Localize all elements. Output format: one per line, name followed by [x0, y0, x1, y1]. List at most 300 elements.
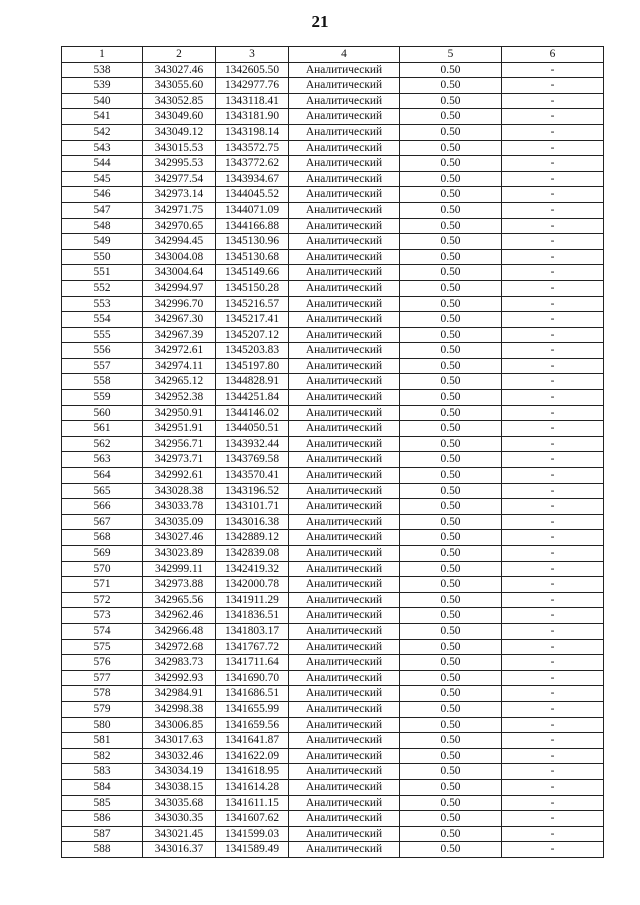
table-row	[62, 811, 604, 827]
x-coordinate-cell: 342992.93	[143, 670, 216, 686]
point-number-cell: 584	[62, 779, 143, 795]
point-number-cell: 587	[62, 826, 143, 842]
table-row	[62, 655, 604, 671]
y-coordinate-cell: 1341622.09	[216, 748, 289, 764]
method-cell: Аналитический	[289, 717, 400, 733]
table-row	[62, 234, 604, 250]
note-cell: -	[502, 577, 604, 593]
x-coordinate-cell: 343038.15	[143, 779, 216, 795]
method-cell: Аналитический	[289, 171, 400, 187]
table-row	[62, 187, 604, 203]
accuracy-cell: 0.50	[400, 234, 502, 250]
x-coordinate-cell: 342994.97	[143, 280, 216, 296]
x-coordinate-cell: 342992.61	[143, 468, 216, 484]
x-coordinate-cell: 342971.75	[143, 202, 216, 218]
note-cell: -	[502, 280, 604, 296]
note-cell: -	[502, 826, 604, 842]
accuracy-cell: 0.50	[400, 779, 502, 795]
note-cell: -	[502, 608, 604, 624]
accuracy-cell: 0.50	[400, 452, 502, 468]
x-coordinate-cell: 343052.85	[143, 93, 216, 109]
table-row	[62, 140, 604, 156]
point-number-cell: 572	[62, 592, 143, 608]
x-coordinate-cell: 343027.46	[143, 530, 216, 546]
point-number-cell: 588	[62, 842, 143, 858]
method-cell: Аналитический	[289, 577, 400, 593]
accuracy-cell: 0.50	[400, 717, 502, 733]
y-coordinate-cell: 1343932.44	[216, 436, 289, 452]
method-cell: Аналитический	[289, 421, 400, 437]
accuracy-cell: 0.50	[400, 390, 502, 406]
point-number-cell: 545	[62, 171, 143, 187]
y-coordinate-cell: 1343101.71	[216, 499, 289, 515]
point-number-cell: 567	[62, 514, 143, 530]
x-coordinate-cell: 342966.48	[143, 623, 216, 639]
note-cell: -	[502, 374, 604, 390]
method-cell: Аналитический	[289, 109, 400, 125]
y-coordinate-cell: 1343769.58	[216, 452, 289, 468]
accuracy-cell: 0.50	[400, 623, 502, 639]
table-row	[62, 312, 604, 328]
x-coordinate-cell: 342973.14	[143, 187, 216, 203]
method-cell: Аналитический	[289, 811, 400, 827]
point-number-cell: 563	[62, 452, 143, 468]
y-coordinate-cell: 1343118.41	[216, 93, 289, 109]
method-cell: Аналитический	[289, 234, 400, 250]
method-cell: Аналитический	[289, 701, 400, 717]
point-number-cell: 560	[62, 405, 143, 421]
table-row	[62, 171, 604, 187]
x-coordinate-cell: 343034.19	[143, 764, 216, 780]
point-number-cell: 565	[62, 483, 143, 499]
point-number-cell: 558	[62, 374, 143, 390]
x-coordinate-cell: 342972.68	[143, 639, 216, 655]
note-cell: -	[502, 156, 604, 172]
point-number-cell: 580	[62, 717, 143, 733]
note-cell: -	[502, 390, 604, 406]
x-coordinate-cell: 342995.53	[143, 156, 216, 172]
note-cell: -	[502, 592, 604, 608]
note-cell: -	[502, 639, 604, 655]
accuracy-cell: 0.50	[400, 327, 502, 343]
method-cell: Аналитический	[289, 62, 400, 78]
x-coordinate-cell: 342977.54	[143, 171, 216, 187]
table-row	[62, 358, 604, 374]
y-coordinate-cell: 1341607.62	[216, 811, 289, 827]
table-row	[62, 436, 604, 452]
point-number-cell: 566	[62, 499, 143, 515]
method-cell: Аналитический	[289, 218, 400, 234]
y-coordinate-cell: 1345197.80	[216, 358, 289, 374]
accuracy-cell: 0.50	[400, 312, 502, 328]
y-coordinate-cell: 1341836.51	[216, 608, 289, 624]
y-coordinate-cell: 1341589.49	[216, 842, 289, 858]
method-cell: Аналитический	[289, 452, 400, 468]
x-coordinate-cell: 342999.11	[143, 561, 216, 577]
note-cell: -	[502, 811, 604, 827]
x-coordinate-cell: 342956.71	[143, 436, 216, 452]
x-coordinate-cell: 342952.38	[143, 390, 216, 406]
table-row	[62, 421, 604, 437]
method-cell: Аналитический	[289, 483, 400, 499]
table-row	[62, 577, 604, 593]
x-coordinate-cell: 342973.88	[143, 577, 216, 593]
table-row	[62, 530, 604, 546]
column-header: 3	[216, 47, 289, 63]
table-body	[62, 62, 604, 857]
note-cell: -	[502, 468, 604, 484]
method-cell: Аналитический	[289, 374, 400, 390]
note-cell: -	[502, 296, 604, 312]
note-cell: -	[502, 202, 604, 218]
note-cell: -	[502, 78, 604, 94]
note-cell: -	[502, 109, 604, 125]
x-coordinate-cell: 343049.60	[143, 109, 216, 125]
point-number-cell: 578	[62, 686, 143, 702]
note-cell: -	[502, 561, 604, 577]
x-coordinate-cell: 342951.91	[143, 421, 216, 437]
method-cell: Аналитический	[289, 842, 400, 858]
accuracy-cell: 0.50	[400, 530, 502, 546]
note-cell: -	[502, 733, 604, 749]
x-coordinate-cell: 343021.45	[143, 826, 216, 842]
table-row	[62, 670, 604, 686]
accuracy-cell: 0.50	[400, 608, 502, 624]
method-cell: Аналитический	[289, 530, 400, 546]
point-number-cell: 546	[62, 187, 143, 203]
point-number-cell: 555	[62, 327, 143, 343]
accuracy-cell: 0.50	[400, 78, 502, 94]
point-number-cell: 554	[62, 312, 143, 328]
accuracy-cell: 0.50	[400, 670, 502, 686]
x-coordinate-cell: 342996.70	[143, 296, 216, 312]
column-header: 2	[143, 47, 216, 63]
y-coordinate-cell: 1341690.70	[216, 670, 289, 686]
point-number-cell: 553	[62, 296, 143, 312]
accuracy-cell: 0.50	[400, 577, 502, 593]
column-header: 1	[62, 47, 143, 63]
x-coordinate-cell: 342973.71	[143, 452, 216, 468]
y-coordinate-cell: 1341659.56	[216, 717, 289, 733]
y-coordinate-cell: 1341803.17	[216, 623, 289, 639]
accuracy-cell: 0.50	[400, 842, 502, 858]
point-number-cell: 570	[62, 561, 143, 577]
accuracy-cell: 0.50	[400, 156, 502, 172]
y-coordinate-cell: 1341618.95	[216, 764, 289, 780]
accuracy-cell: 0.50	[400, 701, 502, 717]
y-coordinate-cell: 1342889.12	[216, 530, 289, 546]
accuracy-cell: 0.50	[400, 187, 502, 203]
point-number-cell: 562	[62, 436, 143, 452]
point-number-cell: 540	[62, 93, 143, 109]
y-coordinate-cell: 1345150.28	[216, 280, 289, 296]
note-cell: -	[502, 327, 604, 343]
y-coordinate-cell: 1344045.52	[216, 187, 289, 203]
point-number-cell: 582	[62, 748, 143, 764]
column-header: 4	[289, 47, 400, 63]
point-number-cell: 581	[62, 733, 143, 749]
table-row	[62, 748, 604, 764]
note-cell: -	[502, 499, 604, 515]
x-coordinate-cell: 343004.08	[143, 249, 216, 265]
accuracy-cell: 0.50	[400, 249, 502, 265]
accuracy-cell: 0.50	[400, 218, 502, 234]
table-row	[62, 608, 604, 624]
accuracy-cell: 0.50	[400, 514, 502, 530]
note-cell: -	[502, 436, 604, 452]
note-cell: -	[502, 62, 604, 78]
point-number-cell: 543	[62, 140, 143, 156]
method-cell: Аналитический	[289, 327, 400, 343]
method-cell: Аналитический	[289, 499, 400, 515]
point-number-cell: 542	[62, 124, 143, 140]
method-cell: Аналитический	[289, 514, 400, 530]
note-cell: -	[502, 312, 604, 328]
note-cell: -	[502, 670, 604, 686]
table-row	[62, 390, 604, 406]
x-coordinate-cell: 342965.12	[143, 374, 216, 390]
table-row	[62, 156, 604, 172]
note-cell: -	[502, 124, 604, 140]
y-coordinate-cell: 1344251.84	[216, 390, 289, 406]
x-coordinate-cell: 343032.46	[143, 748, 216, 764]
y-coordinate-cell: 1345130.96	[216, 234, 289, 250]
point-number-cell: 538	[62, 62, 143, 78]
table-row	[62, 779, 604, 795]
accuracy-cell: 0.50	[400, 826, 502, 842]
table-row	[62, 93, 604, 109]
method-cell: Аналитический	[289, 358, 400, 374]
y-coordinate-cell: 1343772.62	[216, 156, 289, 172]
x-coordinate-cell: 343023.89	[143, 546, 216, 562]
y-coordinate-cell: 1344828.91	[216, 374, 289, 390]
note-cell: -	[502, 842, 604, 858]
x-coordinate-cell: 342962.46	[143, 608, 216, 624]
y-coordinate-cell: 1345217.41	[216, 312, 289, 328]
y-coordinate-cell: 1343196.52	[216, 483, 289, 499]
point-number-cell: 552	[62, 280, 143, 296]
method-cell: Аналитический	[289, 202, 400, 218]
table-row	[62, 249, 604, 265]
y-coordinate-cell: 1343181.90	[216, 109, 289, 125]
x-coordinate-cell: 343055.60	[143, 78, 216, 94]
accuracy-cell: 0.50	[400, 795, 502, 811]
y-coordinate-cell: 1344146.02	[216, 405, 289, 421]
table-row	[62, 623, 604, 639]
accuracy-cell: 0.50	[400, 202, 502, 218]
note-cell: -	[502, 234, 604, 250]
y-coordinate-cell: 1341641.87	[216, 733, 289, 749]
y-coordinate-cell: 1345149.66	[216, 265, 289, 281]
method-cell: Аналитический	[289, 779, 400, 795]
x-coordinate-cell: 342965.56	[143, 592, 216, 608]
point-number-cell: 573	[62, 608, 143, 624]
note-cell: -	[502, 93, 604, 109]
table-row	[62, 499, 604, 515]
y-coordinate-cell: 1344166.88	[216, 218, 289, 234]
table-row	[62, 561, 604, 577]
note-cell: -	[502, 764, 604, 780]
point-number-cell: 541	[62, 109, 143, 125]
x-coordinate-cell: 343028.38	[143, 483, 216, 499]
method-cell: Аналитический	[289, 312, 400, 328]
note-cell: -	[502, 343, 604, 359]
method-cell: Аналитический	[289, 826, 400, 842]
y-coordinate-cell: 1342000.78	[216, 577, 289, 593]
y-coordinate-cell: 1344071.09	[216, 202, 289, 218]
method-cell: Аналитический	[289, 561, 400, 577]
note-cell: -	[502, 546, 604, 562]
note-cell: -	[502, 249, 604, 265]
method-cell: Аналитический	[289, 623, 400, 639]
point-number-cell: 583	[62, 764, 143, 780]
note-cell: -	[502, 358, 604, 374]
table-row	[62, 109, 604, 125]
x-coordinate-cell: 342967.30	[143, 312, 216, 328]
coordinates-table	[61, 46, 604, 858]
x-coordinate-cell: 342970.65	[143, 218, 216, 234]
point-number-cell: 547	[62, 202, 143, 218]
x-coordinate-cell: 342983.73	[143, 655, 216, 671]
y-coordinate-cell: 1344050.51	[216, 421, 289, 437]
method-cell: Аналитический	[289, 748, 400, 764]
point-number-cell: 557	[62, 358, 143, 374]
table-row	[62, 701, 604, 717]
method-cell: Аналитический	[289, 733, 400, 749]
accuracy-cell: 0.50	[400, 109, 502, 125]
note-cell: -	[502, 779, 604, 795]
table-row	[62, 405, 604, 421]
table-row	[62, 468, 604, 484]
accuracy-cell: 0.50	[400, 468, 502, 484]
method-cell: Аналитический	[289, 265, 400, 281]
point-number-cell: 571	[62, 577, 143, 593]
y-coordinate-cell: 1345207.12	[216, 327, 289, 343]
note-cell: -	[502, 795, 604, 811]
point-number-cell: 568	[62, 530, 143, 546]
method-cell: Аналитический	[289, 670, 400, 686]
note-cell: -	[502, 171, 604, 187]
note-cell: -	[502, 452, 604, 468]
method-cell: Аналитический	[289, 187, 400, 203]
x-coordinate-cell: 343006.85	[143, 717, 216, 733]
note-cell: -	[502, 421, 604, 437]
note-cell: -	[502, 717, 604, 733]
accuracy-cell: 0.50	[400, 483, 502, 499]
table-row	[62, 452, 604, 468]
table-row	[62, 717, 604, 733]
x-coordinate-cell: 343035.68	[143, 795, 216, 811]
x-coordinate-cell: 343035.09	[143, 514, 216, 530]
y-coordinate-cell: 1341767.72	[216, 639, 289, 655]
point-number-cell: 579	[62, 701, 143, 717]
point-number-cell: 585	[62, 795, 143, 811]
note-cell: -	[502, 405, 604, 421]
table-row	[62, 514, 604, 530]
point-number-cell: 548	[62, 218, 143, 234]
accuracy-cell: 0.50	[400, 436, 502, 452]
table-row	[62, 764, 604, 780]
method-cell: Аналитический	[289, 156, 400, 172]
accuracy-cell: 0.50	[400, 171, 502, 187]
table-row	[62, 327, 604, 343]
note-cell: -	[502, 530, 604, 546]
point-number-cell: 561	[62, 421, 143, 437]
table-row	[62, 124, 604, 140]
y-coordinate-cell: 1341686.51	[216, 686, 289, 702]
note-cell: -	[502, 701, 604, 717]
point-number-cell: 551	[62, 265, 143, 281]
x-coordinate-cell: 342967.39	[143, 327, 216, 343]
note-cell: -	[502, 218, 604, 234]
point-number-cell: 576	[62, 655, 143, 671]
accuracy-cell: 0.50	[400, 733, 502, 749]
accuracy-cell: 0.50	[400, 93, 502, 109]
x-coordinate-cell: 343027.46	[143, 62, 216, 78]
table-row	[62, 296, 604, 312]
accuracy-cell: 0.50	[400, 358, 502, 374]
table-row	[62, 374, 604, 390]
method-cell: Аналитический	[289, 592, 400, 608]
method-cell: Аналитический	[289, 390, 400, 406]
y-coordinate-cell: 1343934.67	[216, 171, 289, 187]
accuracy-cell: 0.50	[400, 655, 502, 671]
accuracy-cell: 0.50	[400, 764, 502, 780]
y-coordinate-cell: 1342839.08	[216, 546, 289, 562]
method-cell: Аналитический	[289, 140, 400, 156]
x-coordinate-cell: 343033.78	[143, 499, 216, 515]
accuracy-cell: 0.50	[400, 124, 502, 140]
x-coordinate-cell: 343016.37	[143, 842, 216, 858]
method-cell: Аналитический	[289, 764, 400, 780]
table-row	[62, 280, 604, 296]
method-cell: Аналитический	[289, 78, 400, 94]
table-row	[62, 686, 604, 702]
y-coordinate-cell: 1341599.03	[216, 826, 289, 842]
x-coordinate-cell: 342998.38	[143, 701, 216, 717]
table-row	[62, 826, 604, 842]
header-row	[62, 47, 604, 63]
accuracy-cell: 0.50	[400, 639, 502, 655]
accuracy-cell: 0.50	[400, 140, 502, 156]
y-coordinate-cell: 1343198.14	[216, 124, 289, 140]
method-cell: Аналитический	[289, 296, 400, 312]
point-number-cell: 569	[62, 546, 143, 562]
accuracy-cell: 0.50	[400, 296, 502, 312]
table-row	[62, 62, 604, 78]
accuracy-cell: 0.50	[400, 62, 502, 78]
x-coordinate-cell: 343030.35	[143, 811, 216, 827]
x-coordinate-cell: 342984.91	[143, 686, 216, 702]
method-cell: Аналитический	[289, 795, 400, 811]
accuracy-cell: 0.50	[400, 405, 502, 421]
y-coordinate-cell: 1341611.15	[216, 795, 289, 811]
accuracy-cell: 0.50	[400, 546, 502, 562]
point-number-cell: 544	[62, 156, 143, 172]
table-row	[62, 842, 604, 858]
point-number-cell: 549	[62, 234, 143, 250]
note-cell: -	[502, 686, 604, 702]
method-cell: Аналитический	[289, 343, 400, 359]
point-number-cell: 574	[62, 623, 143, 639]
note-cell: -	[502, 748, 604, 764]
point-number-cell: 550	[62, 249, 143, 265]
x-coordinate-cell: 343015.53	[143, 140, 216, 156]
y-coordinate-cell: 1342605.50	[216, 62, 289, 78]
note-cell: -	[502, 187, 604, 203]
table-row	[62, 202, 604, 218]
y-coordinate-cell: 1341711.64	[216, 655, 289, 671]
